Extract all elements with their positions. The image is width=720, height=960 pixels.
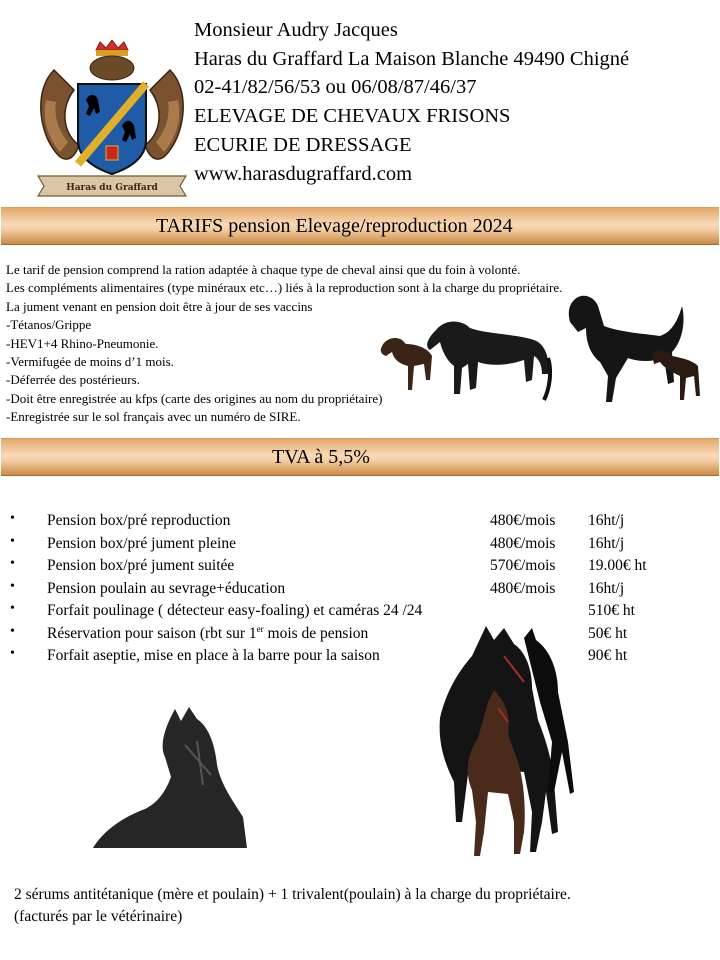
footer-line: (facturés par le vétérinaire) (14, 908, 183, 925)
price-monthly: 480€/mois (490, 512, 556, 529)
bullet: • (10, 601, 15, 616)
condition-line: La jument venant en pension doit être à jour de ses vaccins (6, 298, 313, 314)
price-label: Pension box/pré reproduction (47, 512, 231, 529)
price-label (47, 625, 368, 643)
price-label: Forfait aseptie, mise en place à la barre pour la saison (47, 647, 380, 664)
price-label: Pension poulain au sevrage+éducation (47, 579, 286, 597)
price-row (0, 580, 720, 603)
superscript: er (256, 623, 264, 634)
price-label: Forfait poulinage ( détecteur easy-foaling) et caméras 24 /24 (47, 602, 423, 619)
tva-title: TVA à 5,5% (272, 446, 370, 468)
price-monthly: 570€/mois (490, 557, 556, 574)
price-daily: 16ht/j (588, 534, 625, 552)
phone: 02-41/82/56/53 ou 06/08/87/46/37 (194, 76, 477, 99)
condition-line: -Déferrée des postérieurs. (6, 372, 140, 388)
logo-text: Haras du Graffard (66, 183, 158, 193)
bullet: • (10, 578, 15, 594)
price-flat: 90€ ht (588, 647, 628, 664)
activity-breeding: ELEVAGE DE CHEVAUX FRISONS (194, 105, 511, 128)
price-label: Pension box/pré jument pleine (47, 534, 236, 552)
price-flat: 510€ ht (588, 602, 635, 619)
bullet: • (10, 556, 15, 571)
price-row (0, 557, 720, 580)
galloping-horses-image (560, 292, 708, 410)
price-row (0, 535, 720, 558)
price-label-part: Réservation pour saison (rbt sur 1 (47, 624, 257, 642)
bullet: • (10, 646, 15, 661)
price-daily: 19.00€ ht (588, 557, 647, 574)
bullet: • (10, 623, 15, 639)
mares-with-foal-image (428, 622, 580, 860)
price-row (0, 602, 720, 625)
condition-line: -Doit être enregistrée au kfps (carte des origines au nom du propriétaire) (6, 390, 383, 406)
header-contact (194, 16, 629, 188)
price-label-part: mois de pension (263, 624, 369, 642)
price-monthly: 480€/mois (490, 534, 556, 552)
condition-line: Le tarif de pension comprend la ration adaptée à chaque type de cheval ainsi que du foin à volonté. (6, 262, 521, 277)
tarifs-banner (1, 207, 719, 245)
mare-and-foal-image (366, 310, 552, 408)
condition-line: -Vermifugée de moins d’1 mois. (6, 354, 174, 370)
price-row (0, 625, 720, 648)
tarifs-title: TARIFS pension Elevage/reproduction 2024 (156, 215, 513, 237)
price-monthly: 480€/mois (490, 579, 556, 597)
activity-dressage: ECURIE DE DRESSAGE (194, 133, 412, 156)
horse-portrait-image (93, 705, 247, 848)
bullet: • (10, 533, 15, 549)
price-label: Pension box/pré jument suitée (47, 557, 235, 574)
bullet: • (10, 511, 15, 526)
condition-line: -HEV1+4 Rhino-Pneumonie. (6, 335, 159, 351)
price-daily: 16ht/j (588, 512, 625, 529)
tva-banner (1, 438, 719, 476)
owner-name: Monsieur Audry Jacques (194, 19, 398, 41)
price-flat: 50€ ht (588, 624, 628, 642)
website-link[interactable]: www.harasdugraffard.com (194, 162, 413, 185)
crest-logo (34, 40, 190, 198)
condition-line: Les compléments alimentaires (type minéraux etc…) liés à la reproduction sont à la charge du propriétaire. (6, 280, 563, 296)
address: Haras du Graffard La Maison Blanche 49490 Chigné (194, 47, 630, 70)
price-row (0, 647, 720, 670)
footer-line: 2 sérums antitétanique (mère et poulain) + 1 trivalent(poulain) à la charge du propriétaire. (14, 886, 571, 903)
footer-note (14, 884, 571, 928)
price-row (0, 512, 720, 535)
condition-line: -Tétanos/Grippe (6, 317, 92, 333)
price-daily: 16ht/j (588, 579, 625, 597)
price-list (0, 512, 720, 670)
condition-line: -Enregistrée sur le sol français avec un numéro de SIRE. (6, 409, 301, 425)
